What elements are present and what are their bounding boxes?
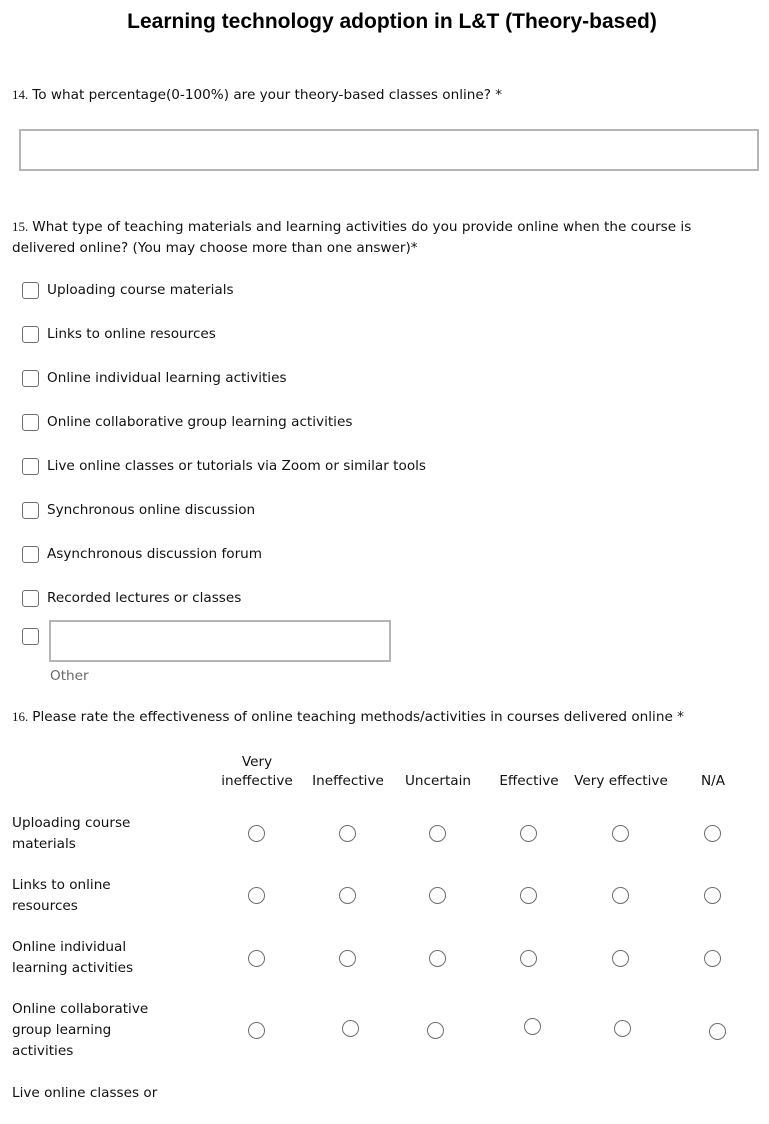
rating-radio[interactable] xyxy=(429,950,446,967)
rating-radio[interactable] xyxy=(520,825,537,842)
question-14 xyxy=(12,84,752,106)
row-label-uploading: Uploading course materials xyxy=(12,815,131,852)
checkbox[interactable] xyxy=(22,546,39,563)
rating-radio[interactable] xyxy=(342,1020,359,1037)
rating-radio[interactable] xyxy=(520,887,537,904)
option-label: Recorded lectures or classes xyxy=(47,590,242,606)
row-label-individual: Online individual learning activities xyxy=(12,939,134,976)
rating-radio[interactable] xyxy=(427,1022,444,1039)
other-checkbox[interactable] xyxy=(22,628,39,645)
option-label: Links to online resources xyxy=(47,326,216,342)
question-16 xyxy=(12,706,752,728)
option-links-to-online-resources[interactable] xyxy=(22,324,216,344)
checkbox[interactable] xyxy=(22,414,39,431)
question-15 xyxy=(12,216,757,259)
rating-radio[interactable] xyxy=(524,1018,541,1035)
option-label: Synchronous online discussion xyxy=(47,502,256,518)
rating-radio[interactable] xyxy=(612,950,629,967)
checkbox[interactable] xyxy=(22,370,39,387)
option-live-online-classes[interactable] xyxy=(22,456,426,476)
rating-radio[interactable] xyxy=(520,950,537,967)
column-very-ineffective: Very ineffective xyxy=(221,754,293,789)
option-label: Uploading course materials xyxy=(47,282,234,298)
column-effective: Effective xyxy=(499,773,559,789)
option-online-collaborative-group[interactable] xyxy=(22,412,352,432)
form-title: Learning technology adoption in L&T (Theory-based) xyxy=(127,10,657,33)
question-16-text: Please rate the effectiveness of online teaching methods/activities in courses delivered online * xyxy=(32,709,684,725)
rating-radio[interactable] xyxy=(339,825,356,842)
option-label: Online collaborative group learning activities xyxy=(47,414,353,430)
row-label-live: Live online classes or xyxy=(12,1085,158,1101)
column-uncertain: Uncertain xyxy=(404,773,472,789)
rating-radio[interactable] xyxy=(429,825,446,842)
rating-radio[interactable] xyxy=(704,825,721,842)
rating-radio[interactable] xyxy=(248,950,265,967)
rating-radio[interactable] xyxy=(339,887,356,904)
option-label: Live online classes or tutorials via Zoom or similar tools xyxy=(47,458,426,474)
percentage-input[interactable] xyxy=(19,129,759,171)
option-label: Asynchronous discussion forum xyxy=(47,546,263,562)
rating-radio[interactable] xyxy=(704,887,721,904)
question-14-number: 14. xyxy=(12,87,29,102)
column-very-effective: Very effective xyxy=(574,773,668,789)
checkbox[interactable] xyxy=(22,502,39,519)
checkbox[interactable] xyxy=(22,326,39,343)
rating-radio[interactable] xyxy=(612,887,629,904)
rating-radio[interactable] xyxy=(248,825,265,842)
rating-radio[interactable] xyxy=(248,1022,265,1039)
row-label-collaborative: Online collaborative group learning activities xyxy=(12,1001,149,1059)
checkbox[interactable] xyxy=(22,590,39,607)
question-15-text: What type of teaching materials and learning activities do you provide online when the course is delivered online? (You may choose more than one answer)* xyxy=(12,219,692,256)
other-label: Other xyxy=(50,668,89,684)
question-14-text: To what percentage(0-100%) are your theory-based classes online? * xyxy=(32,87,503,103)
rating-radio[interactable] xyxy=(704,950,721,967)
checkbox[interactable] xyxy=(22,282,39,299)
option-uploading-course-materials[interactable] xyxy=(22,280,234,300)
rating-radio[interactable] xyxy=(248,887,265,904)
rating-radio[interactable] xyxy=(612,825,629,842)
option-recorded-lectures[interactable] xyxy=(22,588,241,608)
other-input[interactable] xyxy=(49,620,391,662)
rating-radio[interactable] xyxy=(709,1023,726,1040)
row-label-links: Links to online resources xyxy=(12,877,111,914)
rating-radio[interactable] xyxy=(339,950,356,967)
option-synchronous-discussion[interactable] xyxy=(22,500,255,520)
rating-radio[interactable] xyxy=(614,1020,631,1037)
checkbox[interactable] xyxy=(22,458,39,475)
column-na: N/A xyxy=(700,773,726,789)
option-label: Online individual learning activities xyxy=(47,370,287,386)
option-asynchronous-forum[interactable] xyxy=(22,544,262,564)
column-ineffective: Ineffective xyxy=(312,773,384,789)
option-online-individual-learning[interactable] xyxy=(22,368,287,388)
question-16-number: 16. xyxy=(12,709,29,724)
rating-radio[interactable] xyxy=(429,887,446,904)
question-15-number: 15. xyxy=(12,219,29,234)
